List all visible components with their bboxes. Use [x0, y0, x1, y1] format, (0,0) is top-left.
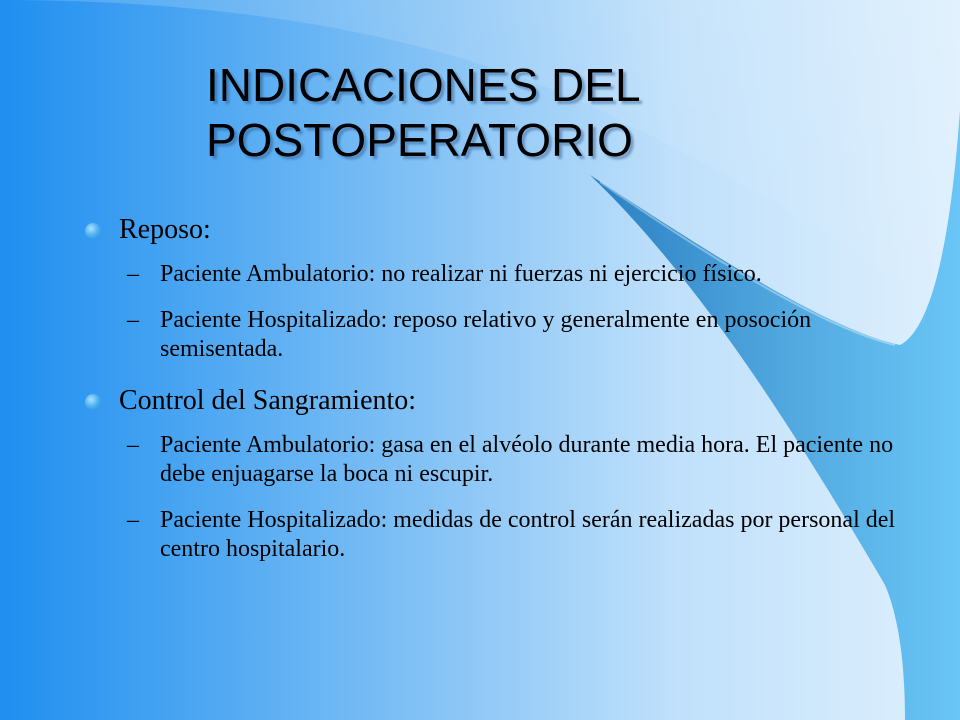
dash-bullet-icon: – — [127, 307, 139, 333]
round-bullet-icon — [85, 394, 101, 410]
sub-item-text: Paciente Ambulatorio: gasa en el alvéolo durante media hora. El paciente no debe enjuagarse la boca ni escupir. — [160, 432, 894, 487]
sub-list-control-sangramiento — [80, 431, 900, 564]
slide-title — [206, 58, 906, 168]
title-line-2: POSTOPERATORIO — [206, 114, 633, 166]
title-line-1: INDICACIONES DEL — [206, 59, 641, 111]
round-bullet-icon — [85, 223, 101, 239]
sub-item-text: Paciente Hospitalizado: medidas de control serán realizadas por personal del centro hospitalario. — [160, 507, 896, 562]
dash-bullet-icon: – — [127, 432, 139, 458]
sub-item-text: Paciente Ambulatorio: no realizar ni fuerzas ni ejercicio físico. — [160, 261, 762, 287]
bullet-control-sangramiento — [80, 384, 900, 418]
sub-item-ambulatorio — [80, 260, 900, 289]
slide-content — [80, 213, 900, 584]
sub-item-hospitalizado — [80, 506, 900, 564]
sub-item-ambulatorio — [80, 431, 900, 489]
bullet-heading: Control del Sangramiento: — [119, 385, 417, 416]
dash-bullet-icon: – — [127, 507, 139, 533]
bullet-heading: Reposo: — [119, 214, 211, 245]
bullet-reposo — [80, 213, 900, 247]
sub-item-text: Paciente Hospitalizado: reposo relativo y generalmente en posoción semisentada. — [160, 307, 812, 362]
sub-item-hospitalizado — [80, 306, 900, 364]
dash-bullet-icon: – — [127, 261, 139, 287]
sub-list-reposo — [80, 260, 900, 364]
